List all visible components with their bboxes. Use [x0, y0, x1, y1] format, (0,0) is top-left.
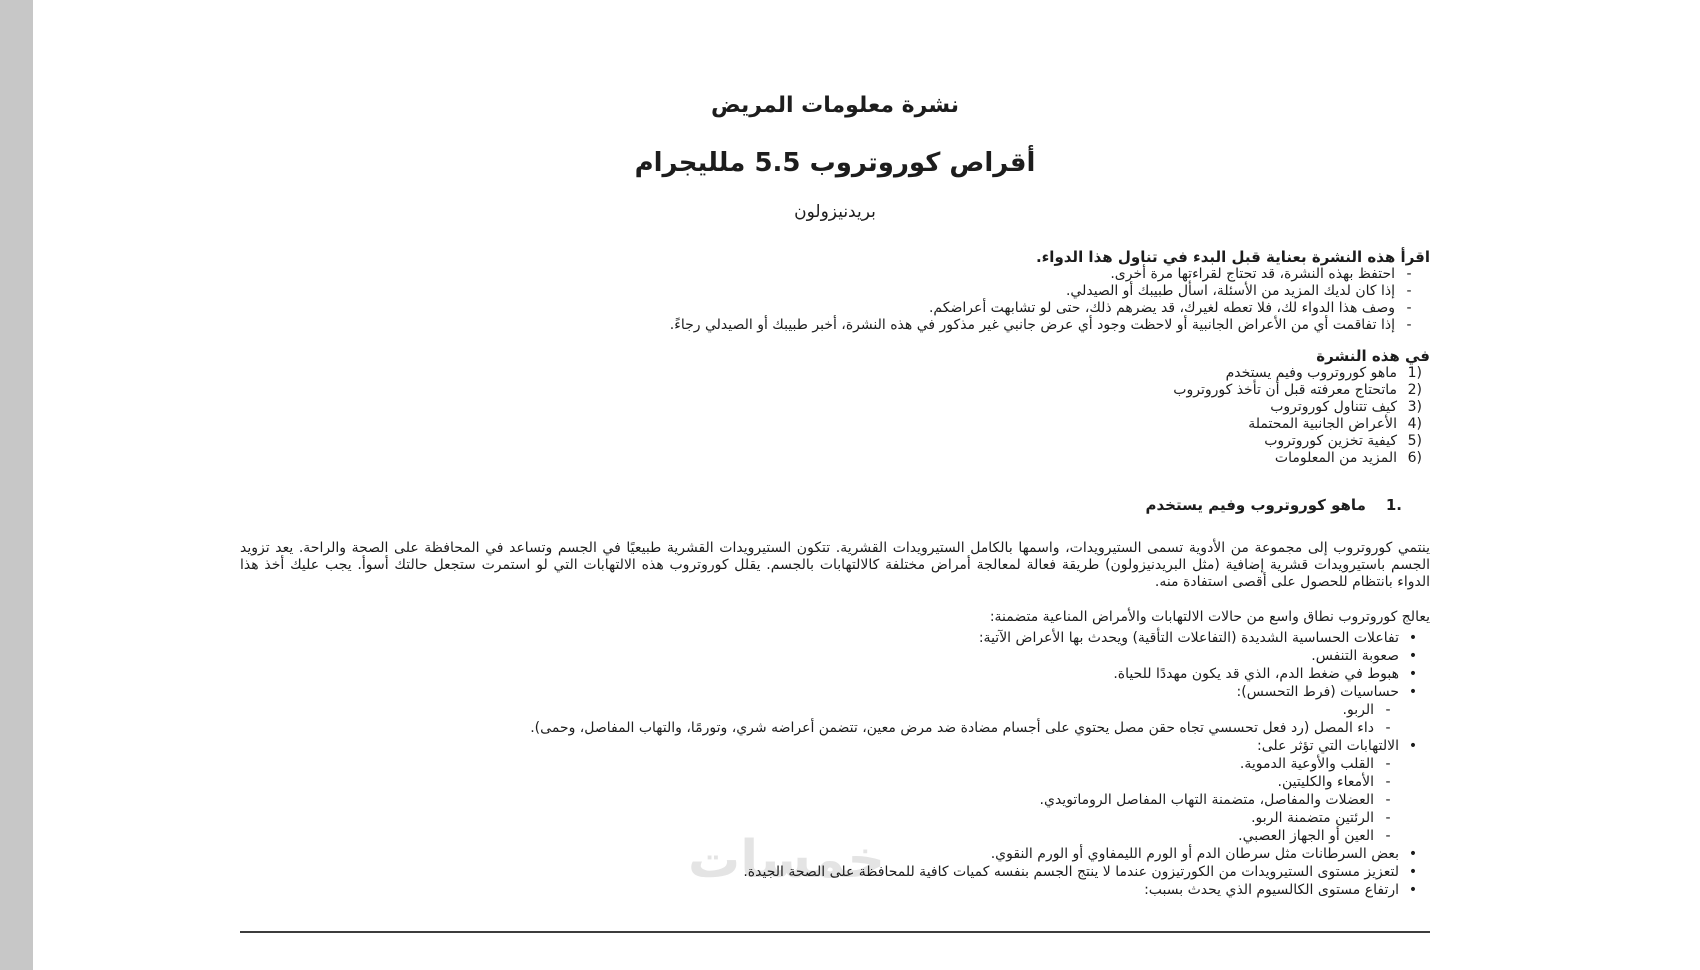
list-item — [240, 738, 1420, 754]
list-item — [240, 774, 1395, 790]
list-item — [240, 792, 1395, 808]
list-item-text: القلب والأوعية الدموية. — [1239, 756, 1374, 772]
contents-heading: في هذه النشرة — [1316, 347, 1430, 365]
dash-marker: - — [1385, 702, 1391, 718]
bullet-marker: • — [1408, 684, 1418, 700]
list-item — [240, 864, 1420, 880]
list-item-text: ماهو كوروتروب وفيم يستخدم — [1225, 365, 1397, 381]
doc-generic-name: بريدنيزولون — [794, 202, 876, 222]
bullet-marker: • — [1408, 648, 1418, 664]
dash-marker: - — [1385, 810, 1391, 826]
list-item-text: الأمعاء والكليتين. — [1277, 774, 1374, 790]
section1-heading — [240, 496, 1402, 514]
section1-paragraph: ينتمي كوروتروب إلى مجموعة من الأدوية تسمى الستيرويدات، واسمها بالكامل الستيرويدات القشرية. تتكون الستيرويدات القشرية طبيعيًا في الجسم وتساعد في المحافظة على الصحة والراحة. يعد تزويد الجسم باستيرويدات قشرية إضافية (مثل البريدنيزولون) طريقة فعالة لمعالجة أمراض مختلفة كالالتهابات بالجسم. يقلل كوروتروب هذه الالتهابات التي لو استمرت ستجعل حالتك أسوأ. يجب عليك أخذ هذا الدواء بانتظام للحصول على أقصى استفادة منه. — [240, 540, 1430, 590]
section-heading-text: ماهو كوروتروب وفيم يستخدم — [1145, 496, 1366, 514]
list-item — [240, 283, 1416, 299]
doc-title: نشرة معلومات المريض — [711, 93, 959, 118]
list-item-text: إذا تفاقمت أي من الأعراض الجانبية أو لاحظت وجود أي عرض جانبي غير مذكور في هذه النشرة، أخبر طبيبك أو الصيدلي رجاءً. — [669, 317, 1395, 333]
list-item-text: كيف تتناول كوروتروب — [1270, 399, 1397, 415]
list-item — [240, 300, 1416, 316]
list-item — [240, 399, 1422, 415]
bullet-marker: • — [1408, 882, 1418, 898]
bullet-marker: • — [1408, 864, 1418, 880]
list-item-text: داء المصل (رد فعل تحسسي تجاه حقن مصل يحتوي على أجسام مضادة ضد مرض معين، تتضمن أعراضه شري، وتورمًا، والتهاب المفاصل، وحمى). — [530, 720, 1374, 736]
list-item-text: كيفية تخزين كوروتروب — [1264, 433, 1397, 449]
list-item-text: ارتفاع مستوى الكالسيوم الذي يحدث بسبب: — [1144, 882, 1399, 898]
list-item — [240, 317, 1416, 333]
read-section-heading: اقرأ هذه النشرة بعناية قبل البدء في تناول هذا الدواء. — [1035, 248, 1430, 266]
document-page — [33, 0, 1700, 970]
list-item-text: احتفظ بهذه النشرة، قد تحتاج لقراءتها مرة أخرى. — [1110, 266, 1395, 282]
list-item — [240, 828, 1395, 844]
bullet-marker: • — [1408, 738, 1418, 754]
contents-list — [240, 365, 1422, 466]
footer-divider — [240, 931, 1430, 933]
list-item-text: العضلات والمفاصل، متضمنة التهاب المفاصل الروماتويدي. — [1039, 792, 1374, 808]
list-item-text: هبوط في ضغط الدم، الذي قد يكون مهددًا للحياة. — [1113, 666, 1399, 682]
list-item-text: الالتهابات التي تؤثر على: — [1257, 738, 1399, 754]
list-item — [240, 684, 1420, 700]
list-item-text: تفاعلات الحساسية الشديدة (التفاعلات التأقية) ويحدث بها الأعراض الآتية: — [978, 630, 1399, 646]
dash-marker: - — [1385, 828, 1391, 844]
conditions-list — [240, 630, 1420, 898]
item-number: 3) — [1407, 399, 1422, 415]
list-item-text: الأعراض الجانبية المحتملة — [1248, 416, 1397, 432]
list-item-text: المزيد من المعلومات — [1274, 450, 1397, 466]
watermark: خمسات — [688, 830, 886, 890]
list-item — [240, 666, 1420, 682]
list-item — [240, 756, 1395, 772]
list-item-text: صعوبة التنفس. — [1311, 648, 1399, 664]
list-item — [240, 382, 1422, 398]
list-item-text: إذا كان لديك المزيد من الأسئلة، اسأل طبيبك أو الصيدلي. — [1065, 283, 1395, 299]
list-item — [240, 433, 1422, 449]
bullet-marker: • — [1408, 846, 1418, 862]
list-item-text: الربو. — [1342, 702, 1374, 718]
dash-marker: - — [1406, 300, 1412, 316]
list-item — [240, 450, 1422, 466]
list-item — [240, 416, 1422, 432]
document-content — [240, 0, 1430, 900]
list-item — [240, 882, 1420, 898]
section-number: 1. — [1385, 496, 1402, 514]
list-item-text: بعض السرطانات مثل سرطان الدم أو الورم الليمفاوي أو الورم النقوي. — [990, 846, 1399, 862]
list-item-text: العين أو الجهاز العصبي. — [1238, 828, 1374, 844]
item-number: 1) — [1407, 365, 1422, 381]
dash-marker: - — [1385, 720, 1391, 736]
dash-marker: - — [1406, 317, 1412, 333]
bullet-marker: • — [1408, 630, 1418, 646]
dash-marker: - — [1385, 792, 1391, 808]
list-item-text: لتعزيز مستوى الستيرويدات من الكورتيزون عندما لا ينتج الجسم بنفسه كميات كافية للمحافظة على الصحة الجيدة. — [743, 864, 1399, 880]
item-number: 5) — [1407, 433, 1422, 449]
list-item — [240, 810, 1395, 826]
read-section-list — [240, 266, 1416, 333]
list-item — [240, 702, 1395, 718]
dash-marker: - — [1406, 266, 1412, 282]
list-item — [240, 266, 1416, 282]
item-number: 6) — [1407, 450, 1422, 466]
list-item — [240, 846, 1420, 862]
list-item — [240, 365, 1422, 381]
doc-product-title: أقراص كوروتروب 5.5 ملليجرام — [634, 148, 1036, 178]
dash-marker: - — [1385, 774, 1391, 790]
section1-intro: يعالج كوروتروب نطاق واسع من حالات الالتهابات والأمراض المناعية متضمنة: — [989, 609, 1430, 625]
list-item — [240, 648, 1420, 664]
item-number: 2) — [1407, 382, 1422, 398]
list-item-text: الرئتين متضمنة الربو. — [1251, 810, 1374, 826]
list-item — [240, 630, 1420, 646]
list-item-text: ماتحتاج معرفته قبل أن تأخذ كوروتروب — [1173, 382, 1397, 398]
list-item — [240, 720, 1395, 736]
list-item-text: وصف هذا الدواء لك، فلا تعطه لغيرك، قد يضرهم ذلك، حتى لو تشابهت أعراضكم. — [928, 300, 1395, 316]
item-number: 4) — [1407, 416, 1422, 432]
bullet-marker: • — [1408, 666, 1418, 682]
dash-marker: - — [1385, 756, 1391, 772]
dash-marker: - — [1406, 283, 1412, 299]
list-item-text: حساسيات (فرط التحسس): — [1236, 684, 1399, 700]
